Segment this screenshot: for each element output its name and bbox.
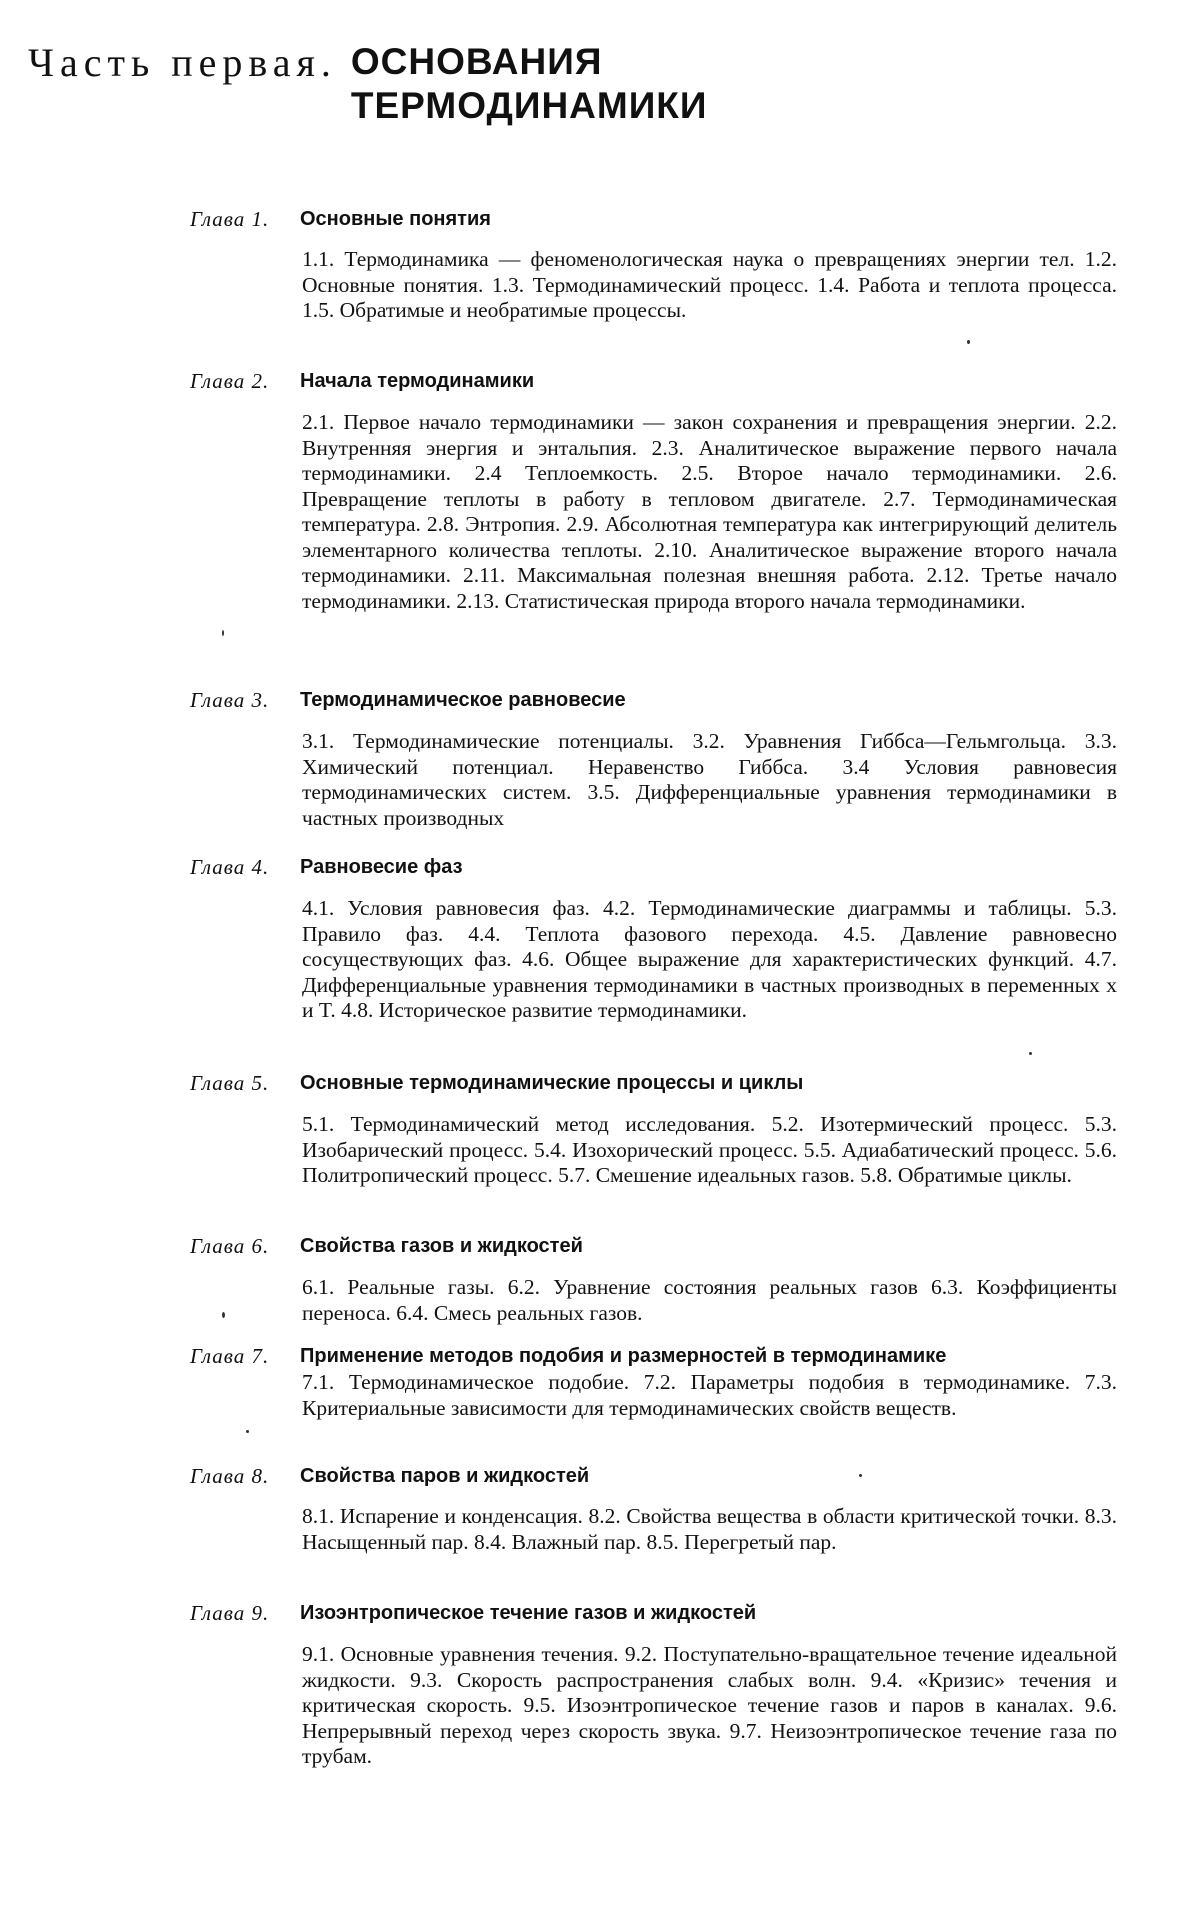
chapter-label: Глава 6. [190,1234,270,1258]
chapter-contents: 7.1. Термодинамическое подобие. 7.2. Параметры подобия в термодинамике. 7.3. Критериальные зависимости для термодинамических свойств веществ. [302,1370,1117,1420]
chapter-title: Термодинамическое равновесие [300,689,626,711]
chapter-title: Основные термодинамические процессы и циклы [300,1072,804,1094]
chapter-contents: 4.1. Условия равновесия фаз. 4.2. Термодинамические диаграммы и таблицы. 5.3. Правило фаз. 4.4. Теплота фазового перехода. 4.5. Давление равновесно сосуществующих фаз. 4.6. Общее выражение для характеристических функций. 4.7. Дифференциальные уравнения термодинамики в частных производных в переменных x и T. 4.8. Историческое развитие термодинамики. [302,896,1117,1022]
chapter-contents: 6.1. Реальные газы. 6.2. Уравнение состояния реальных газов 6.3. Коэффициенты переноса. 6.4. Смесь реальных газов. [302,1275,1117,1325]
chapter-label: Глава 5. [190,1071,270,1095]
speck [859,1474,862,1477]
part-header [28,40,928,128]
chapter-title: Свойства газов и жидкостей [300,1235,583,1257]
chapter-title: Начала термодинамики [300,370,535,392]
chapter-label: Глава 1. [190,207,270,231]
chapter-label: Глава 8. [190,1464,270,1488]
chapter-contents: 9.1. Основные уравнения течения. 9.2. Поступательно-вращательное течение идеальной жидкости. 9.3. Скорость распространения слабых волн. 9.4. «Кризис» течения и критическая скорость. 9.5. Изоэнтропическое течение газов и паров в каналах. 9.6. Непрерывный переход через скорость звука. 9.7. Неизоэнтропическое течение газа по трубам. [302,1642,1117,1768]
chapter-label: Глава 4. [190,855,270,879]
chapter-label: Глава 3. [190,688,270,712]
chapter-contents: 3.1. Термодинамические потенциалы. 3.2. Уравнения Гиббса—Гельмгольца. 3.3. Химический потенциал. Неравенство Гиббса. 3.4 Условия равновесия термодинамических систем. 3.5. Дифференциальные уравнения термодинамики в частных производных [302,729,1117,830]
speck [222,630,224,636]
chapter-title: Изоэнтропическое течение газов и жидкостей [300,1602,757,1624]
part-title-line-1: ОСНОВАНИЯ [350,41,603,82]
chapter-contents: 1.1. Термодинамика — феноменологическая наука о превращениях энергии тел. 1.2. Основные понятия. 1.3. Термодинамический процесс. 1.4. Работа и теплота процесса. 1.5. Обратимые и необратимые процессы. [302,247,1117,322]
chapter-contents: 5.1. Термодинамический метод исследования. 5.2. Изотермический процесс. 5.3. Изобарический процесс. 5.4. Изохорический процесс. 5.5. Адиабатический процесс. 5.6. Политропический процесс. 5.7. Смешение идеальных газов. 5.8. Обратимые циклы. [302,1112,1117,1187]
speck [967,340,970,344]
speck [246,1430,249,1433]
chapter-title: Основные понятия [300,208,491,230]
chapter-contents: 8.1. Испарение и конденсация. 8.2. Свойства вещества в области критической точки. 8.3. Насыщенный пар. 8.4. Влажный пар. 8.5. Перегретый пар. [302,1504,1117,1554]
part-label: Часть первая. [28,40,337,85]
speck [222,1312,225,1318]
chapter-label: Глава 7. [190,1344,270,1368]
part-title [351,40,708,128]
chapter-title: Применение методов подобия и размерностей в термодинамике [300,1345,947,1367]
chapter-title: Равновесие фаз [300,856,463,878]
chapter-contents: 2.1. Первое начало термодинамики — закон сохранения и превращения энергии. 2.2. Внутренняя энергия и энтальпия. 2.3. Аналитическое выражение первого начала термодинамики. 2.4 Теплоемкость. 2.5. Второе начало термодинамики. 2.6. Превращение теплоты в работу в тепловом двигателе. 2.7. Термодинамическая температура. 2.8. Энтропия. 2.9. Абсолютная температура как интегрирующий делитель элементарного количества теплоты. 2.10. Аналитическое выражение второго начала термодинамики. 2.11. Максимальная полезная внешняя работа. 2.12. Третье начало термодинамики. 2.13. Статистическая природа второго начала термодинамики. [302,410,1117,613]
speck [1029,1052,1032,1055]
part-title-line-2: ТЕРМОДИНАМИКИ [350,85,708,126]
chapter-label: Глава 9. [190,1601,270,1625]
chapter-title: Свойства паров и жидкостей [300,1465,590,1487]
chapter-label: Глава 2. [190,369,270,393]
